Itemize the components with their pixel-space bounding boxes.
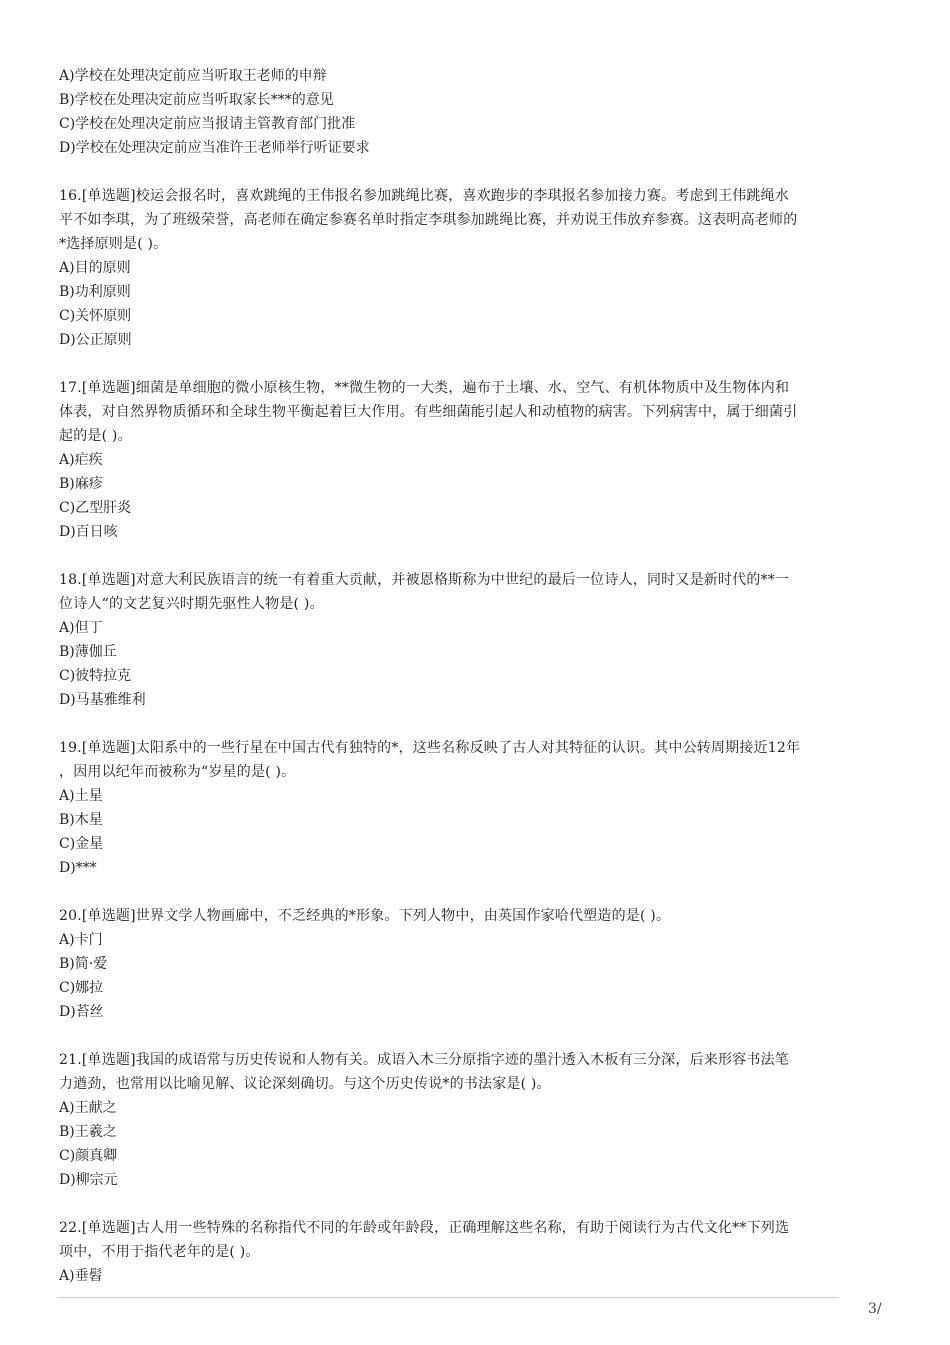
answer-option: A)垂髫 — [59, 1268, 103, 1284]
answer-option: B)简·爱 — [59, 956, 108, 972]
answer-option: B)学校在处理决定前应当听取家长***的意见 — [59, 92, 334, 108]
question-text-line: *选择原则是( )。 — [59, 236, 168, 252]
answer-option: D)公正原则 — [59, 332, 132, 348]
question-text-line: 起的是( )。 — [59, 428, 132, 444]
question-block — [59, 184, 891, 352]
question-text-line: 17.[单选题]细菌是单细胞的微小原核生物，**微生物的一大类，遍布于土壤、水、空气、有机体物质中及生物体内和 — [59, 380, 790, 396]
answer-option: A)学校在处理决定前应当听取王老师的申辩 — [59, 68, 327, 84]
question-text-line: 18.[单选题]对意大利民族语言的统一有着重大贡献，并被恩格斯称为中世纪的最后一位诗人，同时又是新时代的**一 — [59, 572, 790, 588]
block-spacer — [59, 1024, 891, 1048]
question-text-line: ，因用以纪年而被称为“岁星的是( )。 — [59, 764, 296, 780]
answer-option: B)王羲之 — [59, 1124, 117, 1140]
answer-option: B)薄伽丘 — [59, 644, 117, 660]
block-spacer — [59, 1192, 891, 1216]
question-block — [59, 1048, 891, 1192]
block-spacer — [59, 712, 891, 736]
answer-option: A)土星 — [59, 788, 103, 804]
question-text-line: 平不如李琪，为了班级荣誉，高老师在确定参赛名单时指定李琪参加跳绳比赛，并劝说王伟放弃参赛。这表明高老师的 — [59, 212, 798, 228]
answer-option: C)关怀原则 — [59, 308, 132, 324]
answer-option: D)苔丝 — [59, 1004, 104, 1020]
document-body — [59, 64, 891, 1288]
question-text-line: 体表，对自然界物质循环和全球生物平衡起着巨大作用。有些细菌能引起人和动植物的病害。下列病害中，属于细菌引 — [59, 404, 798, 420]
question-text-line: 力遒劲，也常用以比喻见解、议论深刻确切。与这个历史传说*的书法家是( )。 — [59, 1076, 551, 1092]
question-text-line: 项中，不用于指代老年的是( )。 — [59, 1244, 260, 1260]
answer-option: D)百日咳 — [59, 524, 118, 540]
answer-option: A)但丁 — [59, 620, 103, 636]
answer-option: D)柳宗元 — [59, 1172, 118, 1188]
question-block — [59, 1216, 891, 1288]
question-text-line: 21.[单选题]我国的成语常与历史传说和人物有关。成语入木三分原指字迹的墨汁透入木板有三分深，后来形容书法笔 — [59, 1052, 789, 1068]
block-spacer — [59, 544, 891, 568]
answer-option: D)马基雅维利 — [59, 692, 146, 708]
question-block — [59, 376, 891, 544]
question-text-line: 20.[单选题]世界文学人物画廊中，不乏经典的*形象。下列人物中，由英国作家哈代塑造的是( )。 — [59, 908, 671, 924]
answer-option: A)目的原则 — [59, 260, 131, 276]
answer-option: A)疟疾 — [59, 452, 103, 468]
answer-option: C)学校在处理决定前应当报请主管教育部门批准 — [59, 116, 356, 132]
answer-option: C)彼特拉克 — [59, 668, 132, 684]
page-number: 3/ — [868, 1301, 882, 1317]
answer-option: B)木星 — [59, 812, 103, 828]
answer-option: A)卡门 — [59, 932, 103, 948]
answer-option: C)娜拉 — [59, 980, 104, 996]
answer-option: B)麻疹 — [59, 476, 103, 492]
answer-option: C)颜真卿 — [59, 1148, 118, 1164]
block-spacer — [59, 352, 891, 376]
question-text-line: 位诗人“的文艺复兴时期先驱性人物是( )。 — [59, 596, 324, 612]
question-text-line: 22.[单选题]古人用一些特殊的名称指代不同的年龄或年龄段，正确理解这些名称，有助于阅读行为古代文化**下列选 — [59, 1220, 790, 1236]
answer-option: C)金星 — [59, 836, 104, 852]
question-block — [59, 64, 891, 160]
block-spacer — [59, 160, 891, 184]
question-text-line: 19.[单选题]太阳系中的一些行星在中国古代有独特的*，这些名称反映了古人对其特征的认识。其中公转周期接近12年 — [59, 740, 801, 756]
answer-option: D)学校在处理决定前应当准许王老师举行听证要求 — [59, 140, 370, 156]
question-block — [59, 736, 891, 880]
answer-option: D)*** — [59, 860, 97, 876]
answer-option: A)王献之 — [59, 1100, 117, 1116]
question-text-line: 16.[单选题]校运会报名时，喜欢跳绳的王伟报名参加跳绳比赛，喜欢跑步的李琪报名参加接力赛。考虑到王伟跳绳水 — [59, 188, 789, 204]
footer-divider — [57, 1297, 839, 1298]
question-block — [59, 568, 891, 712]
answer-option: B)功利原则 — [59, 284, 131, 300]
answer-option: C)乙型肝炎 — [59, 500, 132, 516]
question-block — [59, 904, 891, 1024]
block-spacer — [59, 880, 891, 904]
